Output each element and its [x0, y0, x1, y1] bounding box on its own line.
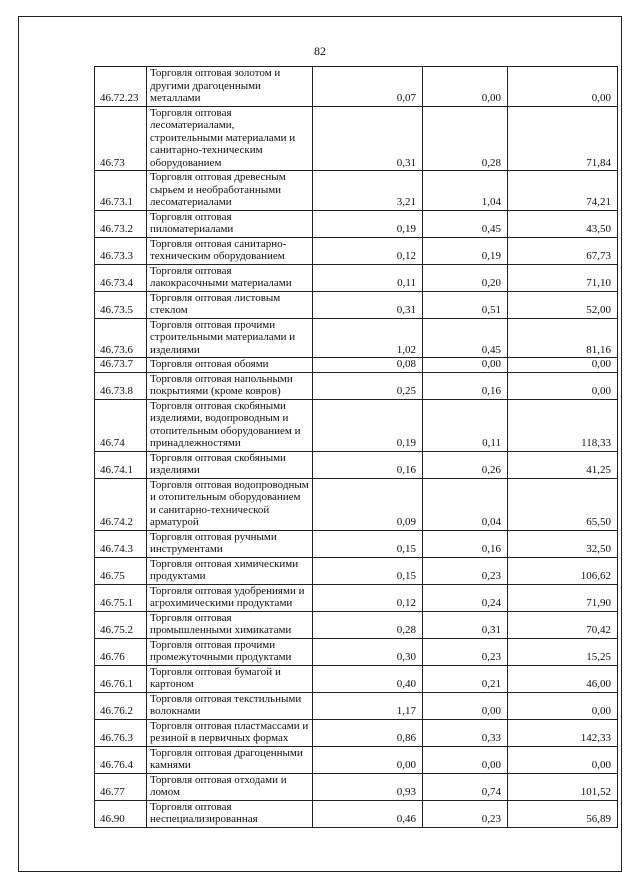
row-value-1: 0,15 — [313, 557, 423, 584]
row-value-2: 0,04 — [423, 478, 508, 530]
row-name: Торговля оптовая обоями — [147, 358, 313, 373]
table-row — [95, 67, 618, 107]
row-value-1: 0,09 — [313, 478, 423, 530]
row-value-2: 0,45 — [423, 210, 508, 237]
row-value-1: 0,08 — [313, 358, 423, 373]
row-value-2: 0,31 — [423, 611, 508, 638]
row-value-2: 0,23 — [423, 557, 508, 584]
row-name: Торговля оптовая лакокрасочными материалами — [147, 264, 313, 291]
row-code: 46.74.3 — [95, 530, 147, 557]
table-row — [95, 318, 618, 358]
row-value-2: 0,33 — [423, 719, 508, 746]
table-row — [95, 611, 618, 638]
row-value-3: 0,00 — [508, 372, 618, 399]
row-name: Торговля оптовая напольными покрытиями (кроме ковров) — [147, 372, 313, 399]
row-value-1: 0,07 — [313, 67, 423, 107]
row-value-2: 0,00 — [423, 67, 508, 107]
row-name: Торговля оптовая пластмассами и резиной в первичных формах — [147, 719, 313, 746]
row-value-3: 118,33 — [508, 399, 618, 451]
table-row — [95, 692, 618, 719]
row-value-3: 0,00 — [508, 746, 618, 773]
row-name: Торговля оптовая неспециализированная — [147, 800, 313, 827]
row-value-1: 0,25 — [313, 372, 423, 399]
row-value-2: 0,23 — [423, 638, 508, 665]
row-code: 46.73.8 — [95, 372, 147, 399]
table-row — [95, 171, 618, 211]
row-value-1: 0,00 — [313, 746, 423, 773]
row-code: 46.73.3 — [95, 237, 147, 264]
row-value-3: 0,00 — [508, 692, 618, 719]
row-value-1: 0,30 — [313, 638, 423, 665]
row-code: 46.74 — [95, 399, 147, 451]
row-name: Торговля оптовая драгоценными камнями — [147, 746, 313, 773]
row-name: Торговля оптовая скобяными изделиями — [147, 451, 313, 478]
row-name: Торговля оптовая промышленными химикатами — [147, 611, 313, 638]
row-code: 46.76.3 — [95, 719, 147, 746]
row-value-3: 46,00 — [508, 665, 618, 692]
row-name: Торговля оптовая пиломатериалами — [147, 210, 313, 237]
row-value-2: 1,04 — [423, 171, 508, 211]
row-value-3: 43,50 — [508, 210, 618, 237]
row-name: Торговля оптовая листовым стеклом — [147, 291, 313, 318]
table-row — [95, 210, 618, 237]
row-code: 46.73.1 — [95, 171, 147, 211]
row-name: Торговля оптовая прочими промежуточными продуктами — [147, 638, 313, 665]
row-value-1: 0,86 — [313, 719, 423, 746]
table-row — [95, 584, 618, 611]
row-value-2: 0,28 — [423, 106, 508, 171]
row-value-3: 15,25 — [508, 638, 618, 665]
row-code: 46.74.1 — [95, 451, 147, 478]
row-value-3: 67,73 — [508, 237, 618, 264]
row-value-3: 71,10 — [508, 264, 618, 291]
table-row — [95, 451, 618, 478]
row-code: 46.76.1 — [95, 665, 147, 692]
row-value-1: 0,93 — [313, 773, 423, 800]
row-value-1: 0,19 — [313, 399, 423, 451]
table-row — [95, 106, 618, 171]
row-value-2: 0,20 — [423, 264, 508, 291]
row-name: Торговля оптовая удобрениями и агрохимическими продуктами — [147, 584, 313, 611]
row-value-3: 74,21 — [508, 171, 618, 211]
row-value-2: 0,19 — [423, 237, 508, 264]
row-name: Торговля оптовая отходами и ломом — [147, 773, 313, 800]
table-row — [95, 478, 618, 530]
table-row — [95, 237, 618, 264]
row-name: Торговля оптовая прочими строительными материалами и изделиями — [147, 318, 313, 358]
table-row — [95, 358, 618, 373]
table-row — [95, 665, 618, 692]
row-value-2: 0,00 — [423, 358, 508, 373]
row-value-1: 0,12 — [313, 584, 423, 611]
row-name: Торговля оптовая санитарно-техническим оборудованием — [147, 237, 313, 264]
row-value-1: 0,16 — [313, 451, 423, 478]
row-code: 46.75.1 — [95, 584, 147, 611]
table-row — [95, 800, 618, 827]
row-value-3: 101,52 — [508, 773, 618, 800]
row-code: 46.75 — [95, 557, 147, 584]
row-code: 46.90 — [95, 800, 147, 827]
row-value-3: 0,00 — [508, 67, 618, 107]
row-code: 46.74.2 — [95, 478, 147, 530]
row-code: 46.76.4 — [95, 746, 147, 773]
row-value-2: 0,21 — [423, 665, 508, 692]
table-row — [95, 372, 618, 399]
row-code: 46.73.5 — [95, 291, 147, 318]
row-value-1: 0,31 — [313, 106, 423, 171]
row-value-3: 41,25 — [508, 451, 618, 478]
row-code: 46.73.6 — [95, 318, 147, 358]
data-table-container — [94, 66, 617, 828]
row-code: 46.76 — [95, 638, 147, 665]
table-row — [95, 291, 618, 318]
row-value-2: 0,11 — [423, 399, 508, 451]
row-name: Торговля оптовая бумагой и картоном — [147, 665, 313, 692]
row-name: Торговля оптовая водопроводным и отопительным оборудованием и санитарно-технической арматурой — [147, 478, 313, 530]
row-value-3: 70,42 — [508, 611, 618, 638]
row-code: 46.77 — [95, 773, 147, 800]
row-value-2: 0,51 — [423, 291, 508, 318]
row-value-2: 0,74 — [423, 773, 508, 800]
row-value-3: 71,90 — [508, 584, 618, 611]
row-value-1: 0,28 — [313, 611, 423, 638]
row-value-3: 56,89 — [508, 800, 618, 827]
row-value-1: 0,12 — [313, 237, 423, 264]
row-value-1: 0,15 — [313, 530, 423, 557]
row-value-3: 32,50 — [508, 530, 618, 557]
row-name: Торговля оптовая золотом и другими драгоценными металлами — [147, 67, 313, 107]
row-value-1: 1,17 — [313, 692, 423, 719]
row-name: Торговля оптовая химическими продуктами — [147, 557, 313, 584]
row-value-1: 0,46 — [313, 800, 423, 827]
row-value-3: 52,00 — [508, 291, 618, 318]
row-value-2: 0,16 — [423, 530, 508, 557]
page-number: 82 — [314, 44, 326, 58]
row-value-1: 0,11 — [313, 264, 423, 291]
row-value-1: 1,02 — [313, 318, 423, 358]
table-row — [95, 399, 618, 451]
row-value-3: 71,84 — [508, 106, 618, 171]
row-value-1: 0,40 — [313, 665, 423, 692]
table-row — [95, 530, 618, 557]
row-value-2: 0,45 — [423, 318, 508, 358]
row-name: Торговля оптовая древесным сырьем и необработанными лесоматериалами — [147, 171, 313, 211]
row-code: 46.73 — [95, 106, 147, 171]
row-value-3: 65,50 — [508, 478, 618, 530]
row-value-2: 0,26 — [423, 451, 508, 478]
table-row — [95, 719, 618, 746]
row-name: Торговля оптовая ручными инструментами — [147, 530, 313, 557]
row-code: 46.75.2 — [95, 611, 147, 638]
row-code: 46.76.2 — [95, 692, 147, 719]
row-value-3: 142,33 — [508, 719, 618, 746]
row-name: Торговля оптовая текстильными волокнами — [147, 692, 313, 719]
row-code: 46.73.4 — [95, 264, 147, 291]
row-name: Торговля оптовая скобяными изделиями, водопроводным и отопительным оборудованием и принадлежностями — [147, 399, 313, 451]
row-code: 46.73.2 — [95, 210, 147, 237]
row-value-3: 106,62 — [508, 557, 618, 584]
row-value-2: 0,23 — [423, 800, 508, 827]
row-value-1: 0,31 — [313, 291, 423, 318]
row-code: 46.73.7 — [95, 358, 147, 373]
row-value-3: 81,16 — [508, 318, 618, 358]
row-value-1: 0,19 — [313, 210, 423, 237]
row-value-1: 3,21 — [313, 171, 423, 211]
table-body — [95, 67, 618, 828]
row-value-2: 0,00 — [423, 746, 508, 773]
row-name: Торговля оптовая лесоматериалами, строительными материалами и санитарно-техническим оборудованием — [147, 106, 313, 171]
table-row — [95, 557, 618, 584]
row-value-2: 0,00 — [423, 692, 508, 719]
row-value-3: 0,00 — [508, 358, 618, 373]
table-row — [95, 746, 618, 773]
table-row — [95, 773, 618, 800]
table-row — [95, 264, 618, 291]
row-code: 46.72.23 — [95, 67, 147, 107]
row-value-2: 0,16 — [423, 372, 508, 399]
data-table — [94, 66, 618, 828]
table-row — [95, 638, 618, 665]
row-value-2: 0,24 — [423, 584, 508, 611]
